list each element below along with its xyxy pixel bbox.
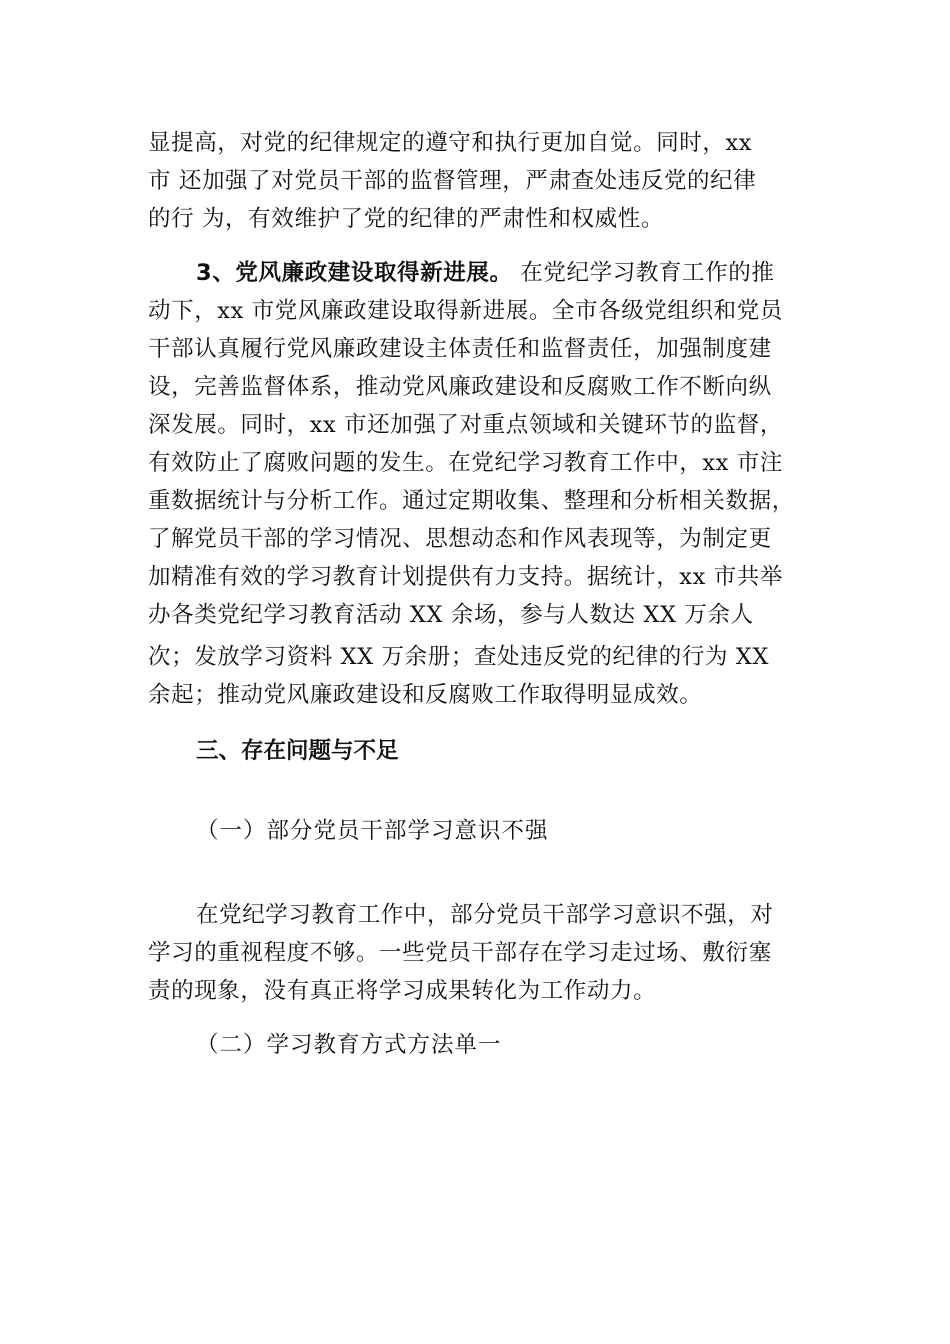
paragraph-first-line bbox=[196, 258, 774, 288]
paragraph-line: 余起；推动党风廉政建设和反腐败工作取得明显成效。 bbox=[148, 682, 703, 708]
paragraph-line: 市 还加强了对党员干部的监督管理，严肃查处违反党的纪律 bbox=[148, 168, 757, 194]
paragraph-text: 在党纪学习教育工作的推 bbox=[512, 260, 775, 286]
paragraph-line: 学习的重视程度不够。一些党员干部存在学习走过场、敷衍塞 bbox=[148, 940, 772, 966]
subsection-heading: （二）学习教育方式方法单一 bbox=[196, 1032, 502, 1058]
paragraph-line: 深发展。同时，xx 市还加强了对重点领域和关键环节的监督， bbox=[148, 412, 783, 438]
paragraph-line: 干部认真履行党风廉政建设主体责任和监督责任，加强制度建 bbox=[148, 336, 772, 362]
paragraph-line: 了解党员干部的学习情况、思想动态和作风表现等，为制定更 bbox=[148, 526, 772, 552]
paragraph-line: 重数据统计与分析工作。通过定期收集、整理和分析相关数据， bbox=[148, 488, 795, 514]
subsection-heading: （一）部分党员干部学习意识不强 bbox=[196, 818, 549, 844]
paragraph-line: 显提高，对党的纪律规定的遵守和执行更加自觉。同时，xx bbox=[148, 130, 753, 156]
paragraph-heading: 3、党风廉政建设取得新进展。 bbox=[196, 260, 513, 286]
paragraph-line: 动下，xx 市党风廉政建设取得新进展。全市各级党组织和党员 bbox=[148, 298, 783, 324]
paragraph-line: 设，完善监督体系，推动党风廉政建设和反腐败工作不断向纵 bbox=[148, 374, 772, 400]
section-heading: 三、存在问题与不足 bbox=[196, 738, 399, 764]
paragraph-line: 责的现象，没有真正将学习成果转化为工作动力。 bbox=[148, 978, 657, 1004]
paragraph-line: 有效防止了腐败问题的发生。在党纪学习教育工作中，xx 市注 bbox=[148, 450, 783, 476]
paragraph-line: 的行 为，有效维护了党的纪律的严肃性和权威性。 bbox=[148, 206, 664, 232]
paragraph-line: 加精准有效的学习教育计划提供有力支持。据统计，xx 市共举 bbox=[148, 564, 783, 590]
paragraph-line: 在党纪学习教育工作中，部分党员干部学习意识不强，对 bbox=[196, 902, 774, 928]
paragraph-line: 办各类党纪学习教育活动 XX 余场，参与人数达 XX 万余人 bbox=[148, 602, 754, 628]
paragraph-line: 次；发放学习资料 XX 万余册；查处违反党的纪律的行为 XX bbox=[148, 644, 770, 670]
